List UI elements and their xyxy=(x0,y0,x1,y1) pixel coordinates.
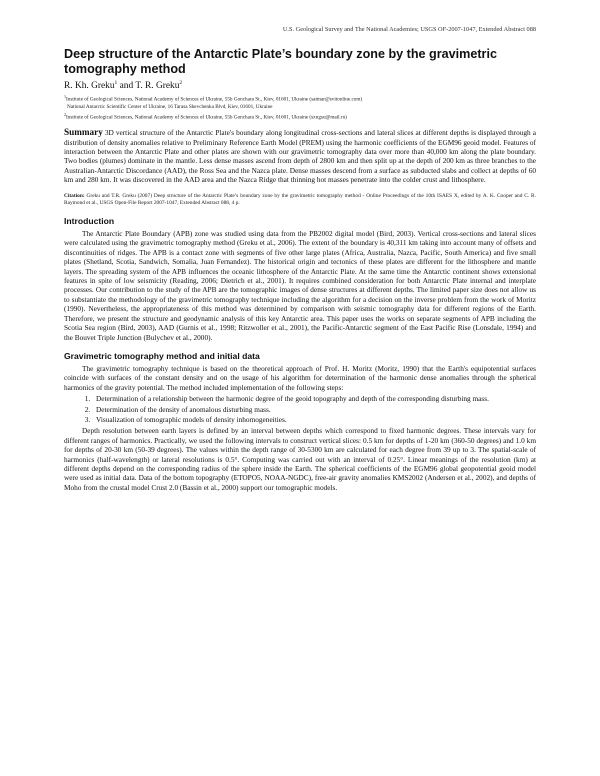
method-steps-list xyxy=(64,394,536,424)
body-paragraph: The gravimetric tomography technique is based on the theoretical approach of Prof. H. Moritz (Moritz, 1990) that the Earth's equipotential surfaces coincide with surfaces of the constant density and on the usage of his algorithm for determination of the harmonic dense anomalies through the spherical harmonics of the gravity potential. The method included implementation of the following steps: xyxy=(64,363,536,392)
body-paragraph: The Antarctic Plate Boundary (APB) zone was studied using data from the PB2002 digital model (Bird, 2003). Vertical cross-sections and lateral slices were calculated using the gravimetric tomography method (Greku et al., 2006). The extent of the boundary is 40,311 km taking into account many of offsets and discontinuities of ridges. The APB is a contact zone with segments of five other large plates (Africa, Australia, Nazca, Pacific, South America) and five small plates (Shetland, Scotia, Sandwich, Somalia, Juan Fernandez). The historical origin and tectonics of these plates are different for the lithosphere and mantle layers. The spreading system of the APB influences the oceanic lithosphere of the Antarctic Plate. At the same time the Antarctic continent shows extensional features in spite of low seismicity (Reading, 2006; Dietrich et al., 2001). It requires combined consideration for both Antarctic Plate internal and interplate processes. Our contribution to the study of the APB are the tomographic images of dense structures at different depths. The limited paper size does not allow us to substantiate the methodology of the gravimetric tomography technique including the algorithm for a decision on the inverse problem from the work of Moritz (1990). Nevertheless, the appropriateness of this method was determined by comparison with seismic tomography data for different regions of the Earth. Therefore, we present the structure and geodynamic analysis of this key Antarctic area. This paper uses the works on separate segments of APB including the Scotia Sea region (Bird, 2003), AAD (Gurnis et al., 1998; Ritzwoller et al., 2001), the Pacific-Antarctic segment of the East Pacific Rise (Lonsdale, 1994) and the Bouvet Triple Junction (Bulychev et al., 2000). xyxy=(64,229,536,342)
author-name: T. R. Greku xyxy=(135,81,180,92)
author-line xyxy=(64,80,536,91)
affiliation-marker: 2 xyxy=(64,112,66,118)
author-separator: and xyxy=(117,81,136,92)
running-header: U.S. Geological Survey and The National Academies; USGS OF-2007-1047, Extended Abstract 088 xyxy=(282,26,536,33)
section-heading-method: Gravimetric tomography method and initial data xyxy=(64,350,260,361)
summary-abstract xyxy=(64,128,536,184)
author-affiliation-marker: 2 xyxy=(179,80,183,86)
list-item: 3. Visualization of tomographic models of density inhomogeneities. xyxy=(92,415,536,424)
author-name: R. Kh. Greku xyxy=(64,81,115,92)
citation-label: Citation: xyxy=(64,192,85,199)
summary-label: Summary xyxy=(64,127,103,138)
summary-text: 3D vertical structure of the Antarctic Plate's boundary along longitudinal cross-sections and lateral slices at different depths is displayed through a distribution of density anomalies relative to Preliminary Reference Earth Model (PREM) using the harmonic coefficients of the EGM96 geoid model. Features of interaction between the Antarctic Plate and other plates are shown with our gravimetric tomography data over more than 40,000 km along the plate boundary. Two bodies (plumes) dominate in the mantle. Less dense masses ascend from depth of 2800 km and then split up at the depth of 200 km as three branches to the Australian-Antarctic Discordance (AAD), the Ross Sea and the Nazca plate. Dense masses descend from a surface as subducted slabs and collect at depths of 60 km and 280 km. It was discovered in the AAD area and the Nazca Ridge that thinning hot masses penetrate into the colder crust and lithosphere. xyxy=(64,128,537,185)
citation xyxy=(64,193,536,207)
affiliation-text: Institute of Geological Sciences, National Academy of Sciences of Ukraine, 55b Gonchara St., Kiev, 01601, Ukraine (satmar@svitonline.com) xyxy=(66,96,363,103)
affiliation-line xyxy=(64,111,536,122)
list-item: 1. Determination of a relationship between the harmonic degree of the geoid topography and depth of the corresponding disturbing mass. xyxy=(92,394,536,403)
affiliation-text: National Antarctic Scientific Center of Ukraine, 16 Tarasa Shevchenka Blvd, Kiev, 01601, Ukraine xyxy=(67,104,273,111)
citation-text: Greku and T.R. Greku (2007) Deep structure of the Antarctic Plate’s boundary zone by the gravimetric tomography method - Online Proceedings of the 10th ISAES X, edited by A. K. Cooper and C. R. Raymond et al., USGS Open-File Report 2007-1047, Extended Abstract 088, 4 p. xyxy=(64,192,536,206)
section-heading-introduction: Introduction xyxy=(64,216,115,227)
paper-title: Deep structure of the Antarctic Plate’s boundary zone by the gravimetric tomography method xyxy=(64,47,497,76)
list-item: 2. Determination of the density of anomalous disturbing mass. xyxy=(92,405,536,414)
affiliation-line xyxy=(64,93,536,104)
affiliation-line xyxy=(64,104,536,111)
affiliations xyxy=(64,93,536,122)
body-paragraph: Depth resolution between earth layers is defined by an interval between depths which correspond to fixed harmonic degrees. These intervals vary for different ranges of harmonics. Practically, we used the following intervals to construct vertical slices: 0.5 km for depths of 1-20 km (360-50 degrees) and 1.0 km for depths of 20-30 km (50-39 degrees). The values within the depth range of 30-5300 km are calculated for each degree from 39 up to 3. The spatial-scale of harmonics (half-wavelength) or lateral resolutions is 0.5°. Computing was carried out with an interval of 0.25°. Linear meanings of the resolution (km) at different depths depend on the corresponding radius of the sphere inside the Earth. The spherical coefficients of the EGM96 global geopotential geoid model were used as initial data. Data of the bottom topography (ETOPO5, NOAA-NGDC), free-air gravity anomalies KMS2002 (Andersen et al., 2002), and depths of Moho from the crustal model Crust 2.0 (Bassin et al., 2000) support our tomographic models. xyxy=(64,426,536,492)
affiliation-text: Institute of Geological Sciences, National Academy of Sciences of Ukraine, 55b Gonchara St., Kiev, 01601, Ukraine (sxngsu@mail.ru) xyxy=(66,115,347,121)
affiliation-marker: 1 xyxy=(64,94,66,100)
author-affiliation-marker: 1 xyxy=(114,80,118,86)
